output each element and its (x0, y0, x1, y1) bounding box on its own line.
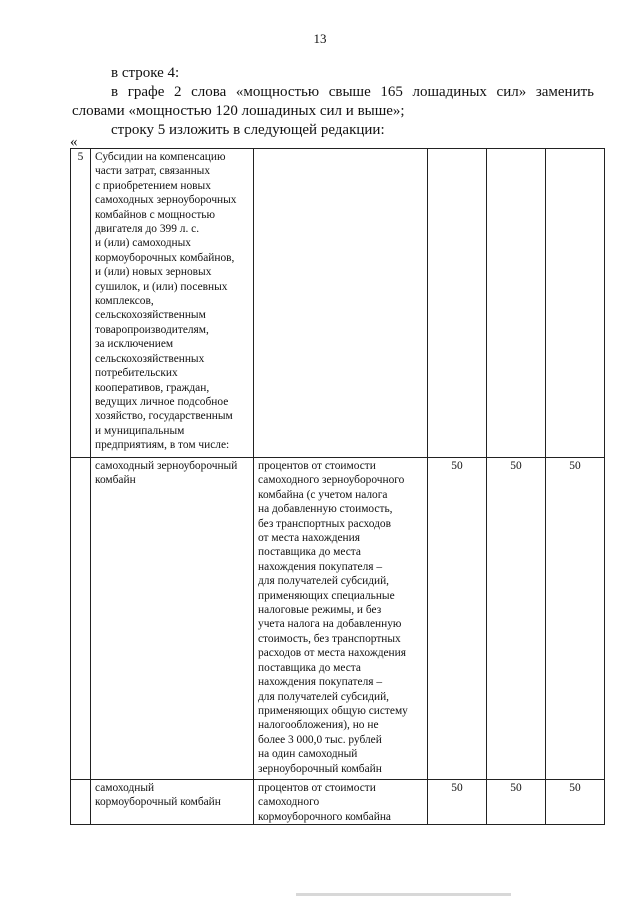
value-cell: 50 (428, 780, 487, 825)
text-line: и муниципальным (95, 424, 185, 437)
text-line: кормоуборочного комбайна (258, 810, 391, 823)
text-line: стоимость, без транспортных (258, 632, 401, 645)
text-line: Субсидии на компенсацию (95, 151, 226, 163)
subsidy-rate-description (254, 458, 428, 780)
text-line: процентов от стоимости (258, 460, 376, 472)
text-line: самоходный (95, 782, 155, 794)
text-line: с приобретением новых (95, 179, 211, 192)
empty-cell (71, 458, 91, 780)
subsidy-description (91, 149, 254, 458)
value-cell: 50 (487, 780, 546, 825)
item-name (91, 780, 254, 825)
text-line: расходов от места нахождения (258, 647, 406, 660)
text-line: комбайна (с учетом налога (258, 488, 388, 501)
empty-cell (428, 149, 487, 458)
intro-line-replace: в графе 2 слова «мощностью свыше 165 лошадиных сил» заменить (111, 84, 594, 100)
text-line: зерноуборочный комбайн (258, 762, 382, 775)
text-line: кормоуборочных комбайнов, (95, 251, 235, 264)
text-line: товаропроизводителям, (95, 323, 209, 336)
intro-line-replace-cont: словами «мощностью 120 лошадиных сил и выше»; (72, 103, 405, 119)
subsidy-table (70, 148, 605, 825)
text-line: хозяйство, государственным (95, 410, 233, 423)
text-line: предприятиям, в том числе: (95, 439, 230, 452)
empty-cell (546, 149, 605, 458)
opening-quote-mark: « (70, 134, 78, 150)
value-cell: 50 (546, 458, 605, 780)
text-line: налогообложения), но не (258, 719, 379, 732)
text-line: применяющих специальные (258, 589, 395, 602)
item-name: самоходный зерноуборочный комбайн (91, 458, 254, 780)
empty-cell (487, 149, 546, 458)
value-cell: 50 (428, 458, 487, 780)
text-line: поставщика до места (258, 546, 361, 559)
text-line: самоходных зерноуборочных (95, 194, 237, 207)
text-line: части затрат, связанных (95, 165, 211, 178)
text-line: от места нахождения (258, 532, 360, 545)
text-line: сельскохозяйственным (95, 309, 206, 322)
text-line: и (или) самоходных (95, 237, 191, 250)
text-line: ведущих личное подсобное (95, 395, 229, 408)
intro-line-row5: строку 5 изложить в следующей редакции: (111, 122, 385, 138)
table-row-forage-harvester (71, 780, 605, 825)
text-line: на один самоходный (258, 748, 358, 761)
text-line: двигателя до 399 л. с. (95, 223, 200, 236)
text-line: самоходного (258, 796, 320, 809)
scan-edge-mark (296, 893, 511, 896)
text-line: комплексов, (95, 295, 154, 308)
text-line: для получателей субсидий, (258, 690, 390, 703)
text-line: нахождения покупателя – (258, 676, 383, 689)
text-line: процентов от стоимости (258, 782, 376, 794)
text-line: кормоуборочный комбайн (95, 796, 221, 809)
text-line: учета налога на добавленную (258, 618, 402, 631)
empty-cell (71, 780, 91, 825)
text-line: за исключением (95, 338, 174, 351)
text-line: без транспортных расходов (258, 517, 391, 530)
text-line: на добавленную стоимость, (258, 503, 393, 516)
page-number: 13 (313, 31, 327, 46)
text-line: поставщика до места (258, 661, 361, 674)
text-line: применяющих общую систему (258, 704, 408, 717)
text-line: потребительских (95, 367, 178, 380)
value-cell: 50 (546, 780, 605, 825)
text-line: сельскохозяйственных (95, 352, 205, 365)
text-line: более 3 000,0 тыс. рублей (258, 733, 382, 746)
subsidy-rate-description (254, 780, 428, 825)
text-line: налоговые режимы, и без (258, 604, 382, 617)
text-line: и (или) новых зерновых (95, 266, 212, 279)
empty-cell (254, 149, 428, 458)
row-number: 5 (71, 149, 91, 458)
text-line: нахождения покупателя – (258, 560, 383, 573)
table-row-grain-harvester (71, 458, 605, 780)
text-line: для получателей субсидий, (258, 575, 390, 588)
table-row-header (71, 149, 605, 458)
text-line: самоходного зерноуборочного (258, 474, 405, 487)
intro-line-row4: в строке 4: (111, 65, 180, 81)
text-line: кооперативов, граждан, (95, 381, 210, 394)
text-line: сушилок, и (или) посевных (95, 280, 228, 293)
text-line: комбайнов с мощностью (95, 208, 215, 221)
value-cell: 50 (487, 458, 546, 780)
